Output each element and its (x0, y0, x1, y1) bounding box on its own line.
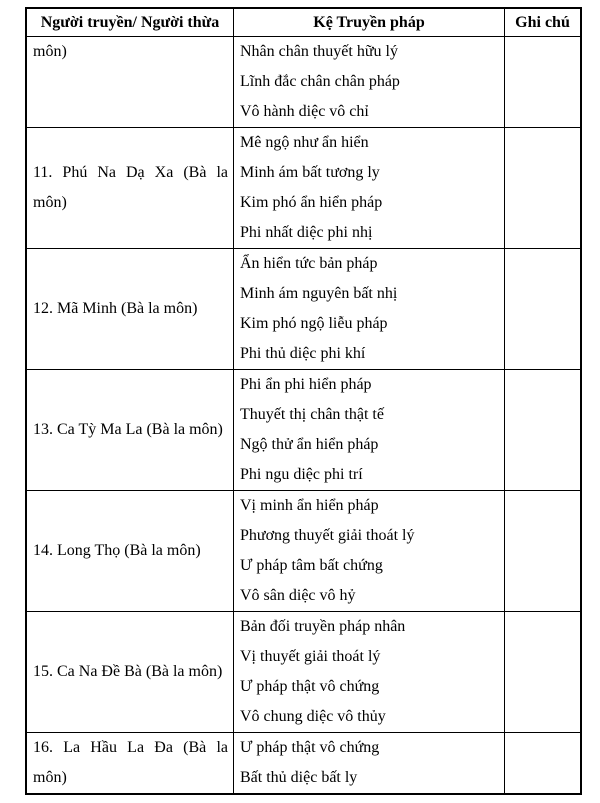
note-cell (504, 491, 580, 611)
person-name: 14. Long Thọ (Bà la môn) (33, 542, 201, 559)
table-row (27, 36, 580, 127)
person-cell (27, 128, 233, 248)
person-cell (27, 37, 233, 127)
verse-line: Mê ngộ như ẩn hiển (240, 134, 369, 151)
verse-line: Phi thủ diệc phi khí (240, 345, 366, 362)
verse-line: Ư pháp thật vô chứng (240, 678, 380, 695)
table-row (27, 611, 580, 732)
verse-cell (233, 612, 504, 732)
table-row (27, 490, 580, 611)
verse-cell (233, 37, 504, 127)
header-person: Người truyền/ Người thừa (40, 14, 220, 31)
person-cell (27, 370, 233, 490)
person-name: 15. Ca Na Đề Bà (Bà la môn) (33, 663, 223, 680)
note-cell (504, 37, 580, 127)
verse-line: Phi nhất diệc phi nhị (240, 224, 373, 241)
verse-line: Vô hành diệc vô chỉ (240, 103, 369, 120)
transmission-table (25, 7, 582, 795)
verse-line: Bất thủ diệc bất ly (240, 769, 358, 786)
header-verse: Kệ Truyền pháp (233, 9, 504, 36)
table-row (27, 732, 580, 793)
verse-line: Lĩnh đắc chân chân pháp (240, 73, 400, 90)
table-row (27, 248, 580, 369)
note-cell (504, 128, 580, 248)
verse-line: Vị minh ẩn hiển pháp (240, 497, 379, 514)
person-name: 11. Phú Na Dạ Xa (Bà la môn) (33, 164, 228, 211)
person-name: 16. La Hầu La Đa (Bà la môn) (33, 739, 228, 786)
verse-cell (233, 733, 504, 793)
table-row (27, 369, 580, 490)
table-row (27, 127, 580, 248)
verse-line: Phi ẩn phi hiển pháp (240, 376, 372, 393)
verse-line: Ẩn hiển tức bản pháp (240, 255, 378, 272)
verse-line: Thuyết thị chân thật tế (240, 406, 384, 423)
person-name: 13. Ca Tỳ Ma La (Bà la môn) (33, 421, 223, 438)
verse-line: Minh ám bất tương ly (240, 164, 380, 181)
person-cell (27, 612, 233, 732)
verse-line: Minh ám nguyên bất nhị (240, 285, 398, 302)
note-cell (504, 249, 580, 369)
verse-cell (233, 491, 504, 611)
verse-line: Ngộ thử ẩn hiển pháp (240, 436, 379, 453)
verse-line: Vị thuyết giải thoát lý (240, 648, 381, 665)
note-cell (504, 733, 580, 793)
verse-line: Vô sân diệc vô hỷ (240, 587, 356, 604)
person-name: môn) (33, 43, 67, 60)
verse-cell (233, 370, 504, 490)
verse-line: Nhân chân thuyết hữu lý (240, 43, 398, 60)
verse-cell (233, 249, 504, 369)
header-note: Ghi chú (504, 9, 580, 36)
verse-line: Phương thuyết giải thoát lý (240, 527, 415, 544)
verse-line: Kim phó ngộ liễu pháp (240, 315, 388, 332)
verse-line: Bản đối truyền pháp nhân (240, 618, 406, 635)
verse-cell (233, 128, 504, 248)
verse-line: Vô chung diệc vô thủy (240, 708, 386, 725)
person-cell (27, 491, 233, 611)
note-cell (504, 370, 580, 490)
verse-line: Ư pháp tâm bất chứng (240, 557, 383, 574)
table-header-row (27, 9, 580, 36)
verse-line: Phi ngu diệc phi trí (240, 466, 363, 483)
verse-line: Kim phó ẩn hiển pháp (240, 194, 383, 211)
verse-line: Ư pháp thật vô chứng (240, 739, 380, 756)
person-cell (27, 733, 233, 793)
note-cell (504, 612, 580, 732)
person-cell (27, 249, 233, 369)
person-name: 12. Mã Minh (Bà la môn) (33, 300, 198, 317)
